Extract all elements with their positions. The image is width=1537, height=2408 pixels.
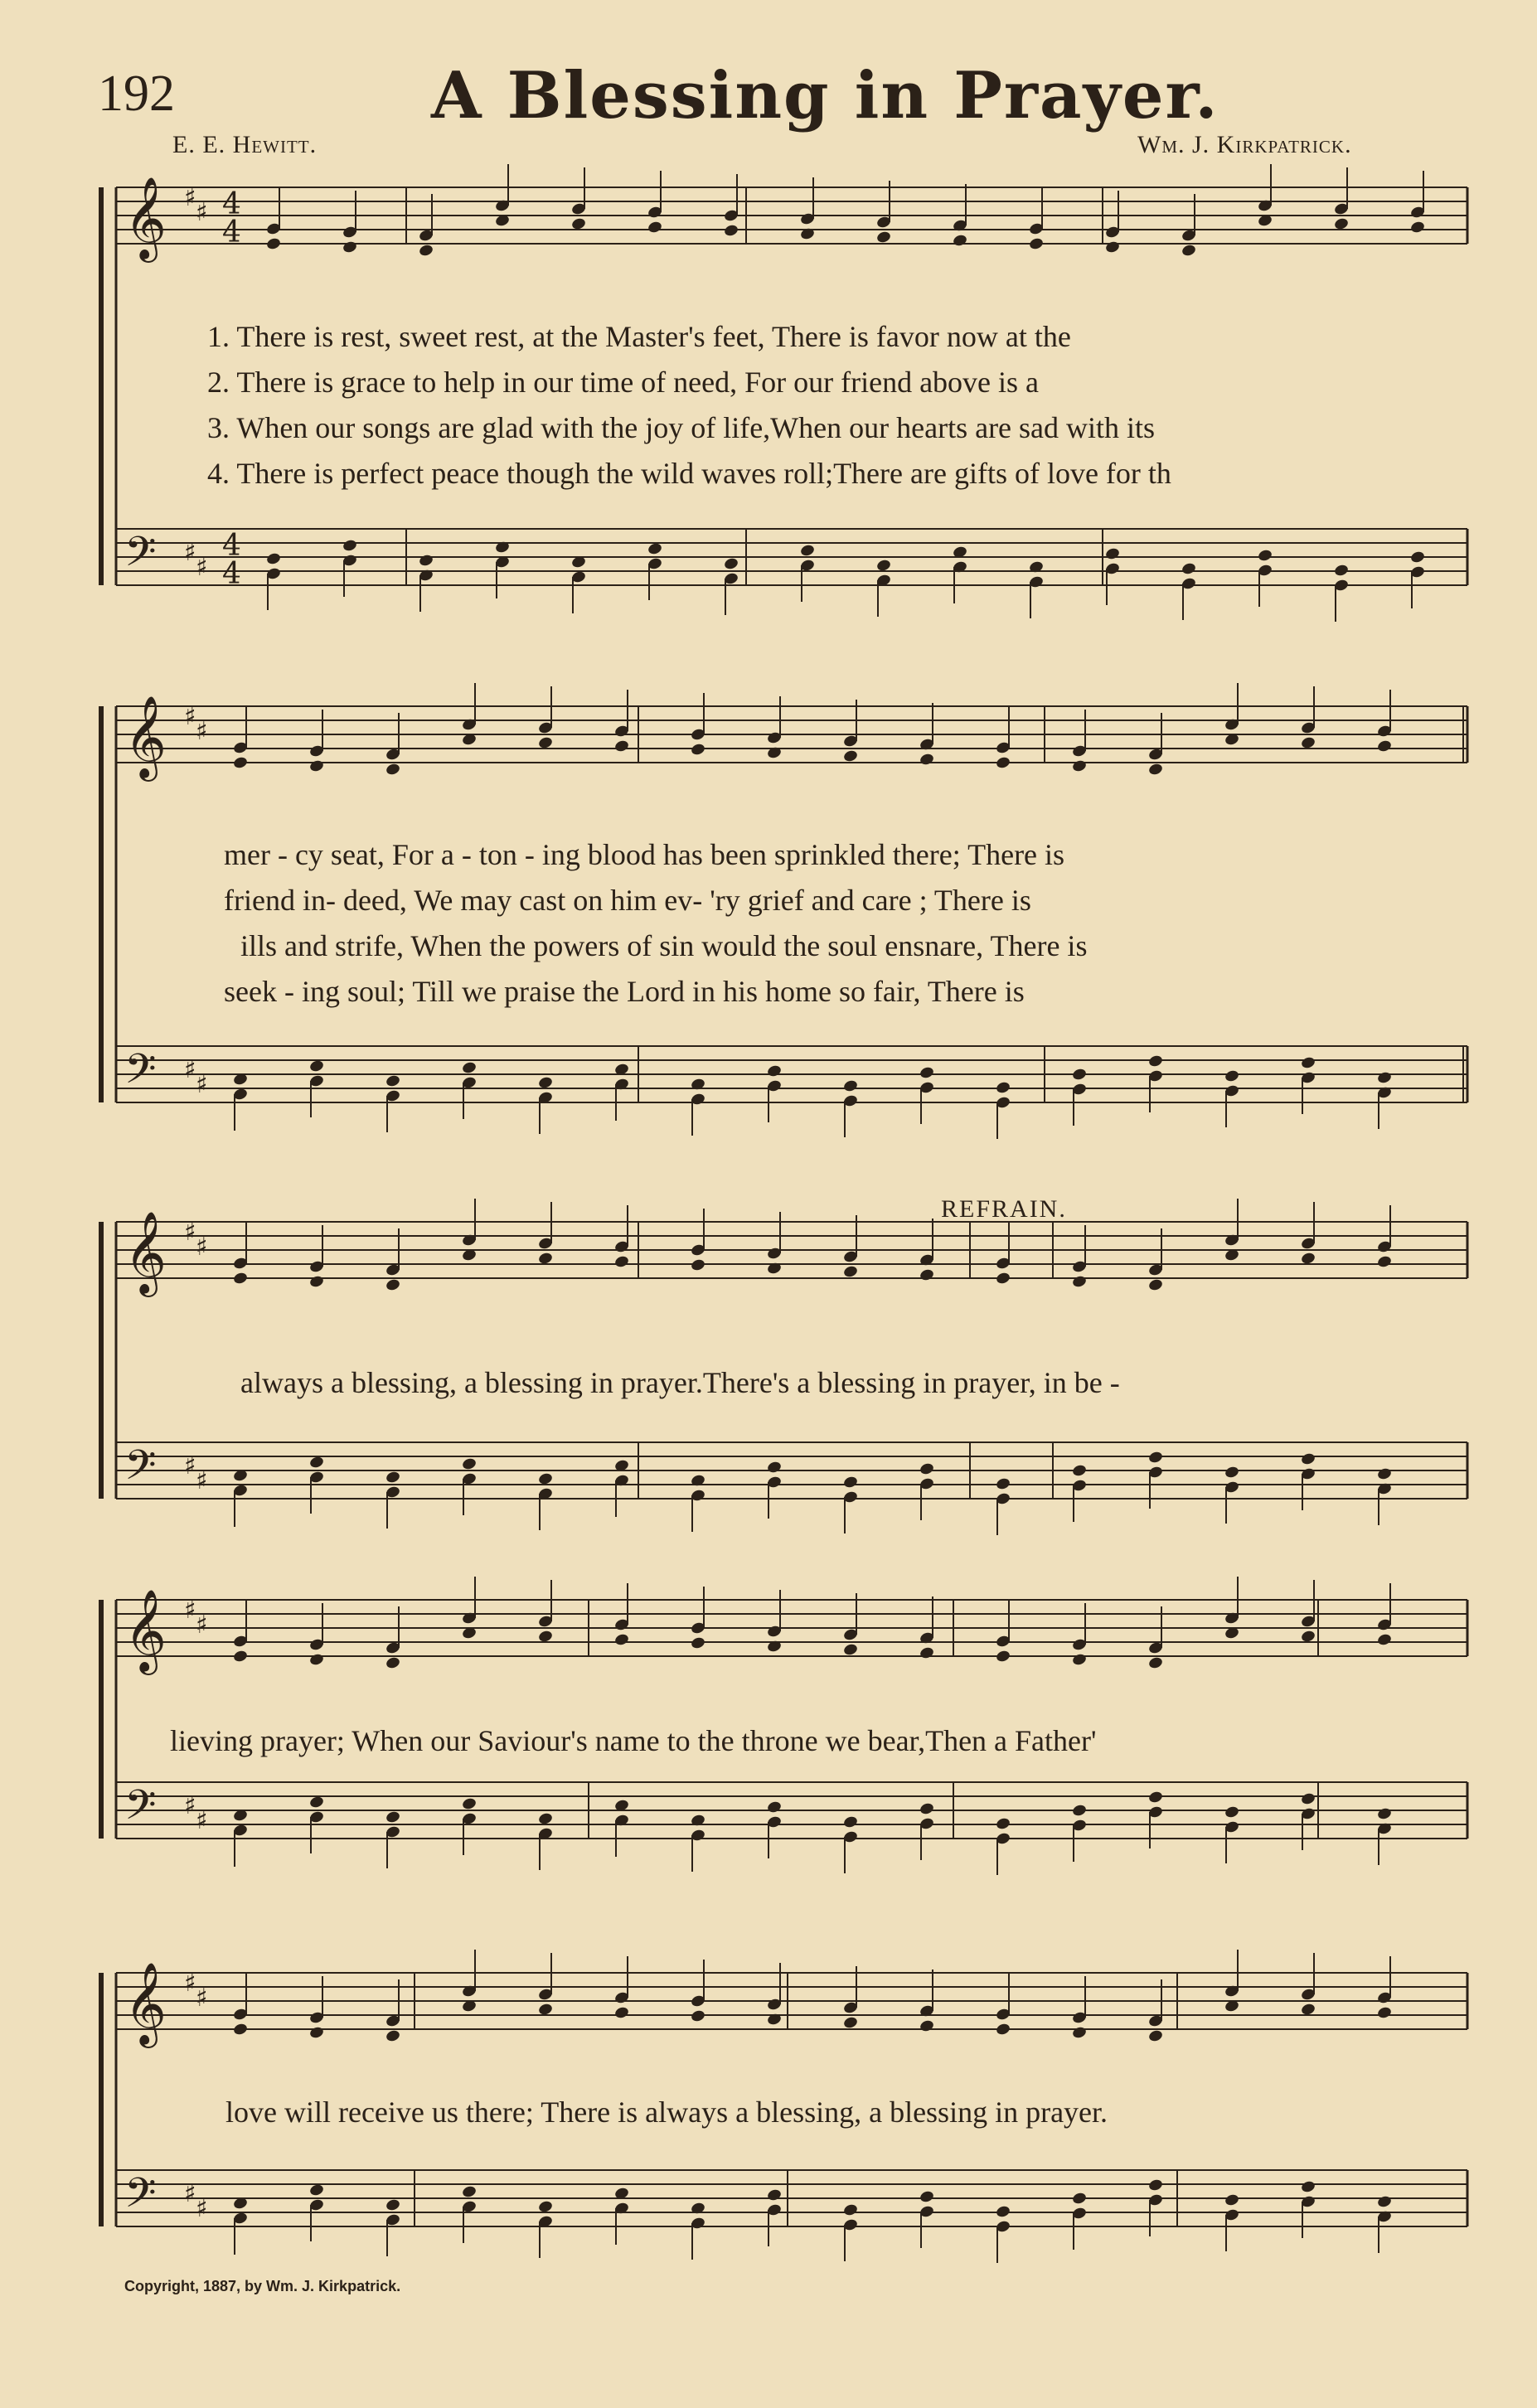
svg-text:𝄢: 𝄢 — [124, 2169, 157, 2227]
hymn-title: A Blessing in Prayer. — [431, 58, 1219, 133]
svg-text:𝄢: 𝄢 — [124, 1441, 157, 1500]
lyric-s2-verse-4: seek - ing soul; Till we praise the Lord in his home so fair, There is — [224, 975, 1025, 1008]
svg-text:𝄢: 𝄢 — [124, 1781, 157, 1839]
lyric-s2-verse-2: friend in- deed, We may cast on him ev- 'ry grief and care ; There is — [224, 884, 1031, 917]
copyright-notice: Copyright, 1887, by Wm. J. Kirkpatrick. — [124, 2278, 401, 2294]
svg-text:𝄢: 𝄢 — [124, 1045, 157, 1103]
svg-text:♯: ♯ — [184, 538, 196, 567]
svg-text:♯: ♯ — [196, 2194, 208, 2223]
svg-text:♯: ♯ — [184, 1596, 196, 1625]
lyric-verse-2: 2. There is grace to help in our time of need, For our friend above is a — [207, 366, 1040, 399]
composer: Wm. J. Kirkpatrick. — [1137, 131, 1352, 158]
page-number: 192 — [98, 65, 175, 122]
lyricist: E. E. Hewitt. — [172, 131, 318, 158]
lyric-s2-verse-1: mer - cy seat, For a - ton - ing blood has been sprinkled there; There is — [224, 838, 1065, 871]
lyric-system-4: lieving prayer; When our Saviour's name to the throne we bear,Then a Father' — [170, 1724, 1097, 1757]
svg-text:𝄞: 𝄞 — [124, 1589, 167, 1672]
refrain-label: REFRAIN. — [941, 1195, 1067, 1223]
svg-text:♯: ♯ — [184, 1791, 196, 1820]
svg-text:4: 4 — [222, 557, 241, 591]
svg-text:𝄞: 𝄞 — [124, 695, 167, 778]
svg-text:𝄞: 𝄞 — [124, 177, 167, 259]
svg-text:𝄞: 𝄞 — [124, 1211, 167, 1294]
lyric-s2-verse-3: ills and strife, When the powers of sin would the soul ensnare, There is — [240, 929, 1088, 962]
lyric-system-3: always a blessing, a blessing in prayer.There's a blessing in prayer, in be - — [240, 1366, 1120, 1399]
svg-text:♯: ♯ — [196, 1233, 208, 1262]
svg-text:♯: ♯ — [184, 183, 196, 212]
svg-text:♯: ♯ — [184, 1969, 196, 1998]
svg-text:♯: ♯ — [196, 1611, 208, 1640]
svg-text:♯: ♯ — [196, 1806, 208, 1835]
lyric-verse-4: 4. There is perfect peace though the wild waves roll;There are gifts of love for th — [207, 457, 1171, 490]
svg-text:𝄞: 𝄞 — [124, 1962, 167, 2045]
svg-text:♯: ♯ — [196, 553, 208, 582]
svg-text:♯: ♯ — [184, 702, 196, 731]
svg-text:♯: ♯ — [196, 1466, 208, 1495]
svg-text:𝄢: 𝄢 — [124, 528, 157, 586]
svg-text:♯: ♯ — [184, 1055, 196, 1084]
svg-text:♯: ♯ — [196, 717, 208, 746]
lyric-verse-1: 1. There is rest, sweet rest, at the Master's feet, There is favor now at the — [207, 320, 1071, 353]
svg-text:4: 4 — [222, 216, 241, 250]
svg-text:♯: ♯ — [196, 198, 208, 227]
svg-text:4: 4 — [222, 529, 241, 563]
svg-text:♯: ♯ — [196, 1984, 208, 2013]
svg-text:♯: ♯ — [184, 1218, 196, 1247]
svg-text:♯: ♯ — [196, 1070, 208, 1099]
lyric-system-5: love will receive us there; There is always a blessing, a blessing in prayer. — [225, 2095, 1108, 2129]
svg-text:♯: ♯ — [184, 2179, 196, 2208]
svg-text:♯: ♯ — [184, 1451, 196, 1480]
lyric-verse-3: 3. When our songs are glad with the joy of life,When our hearts are sad with its — [207, 411, 1156, 444]
svg-text:4: 4 — [222, 187, 241, 221]
